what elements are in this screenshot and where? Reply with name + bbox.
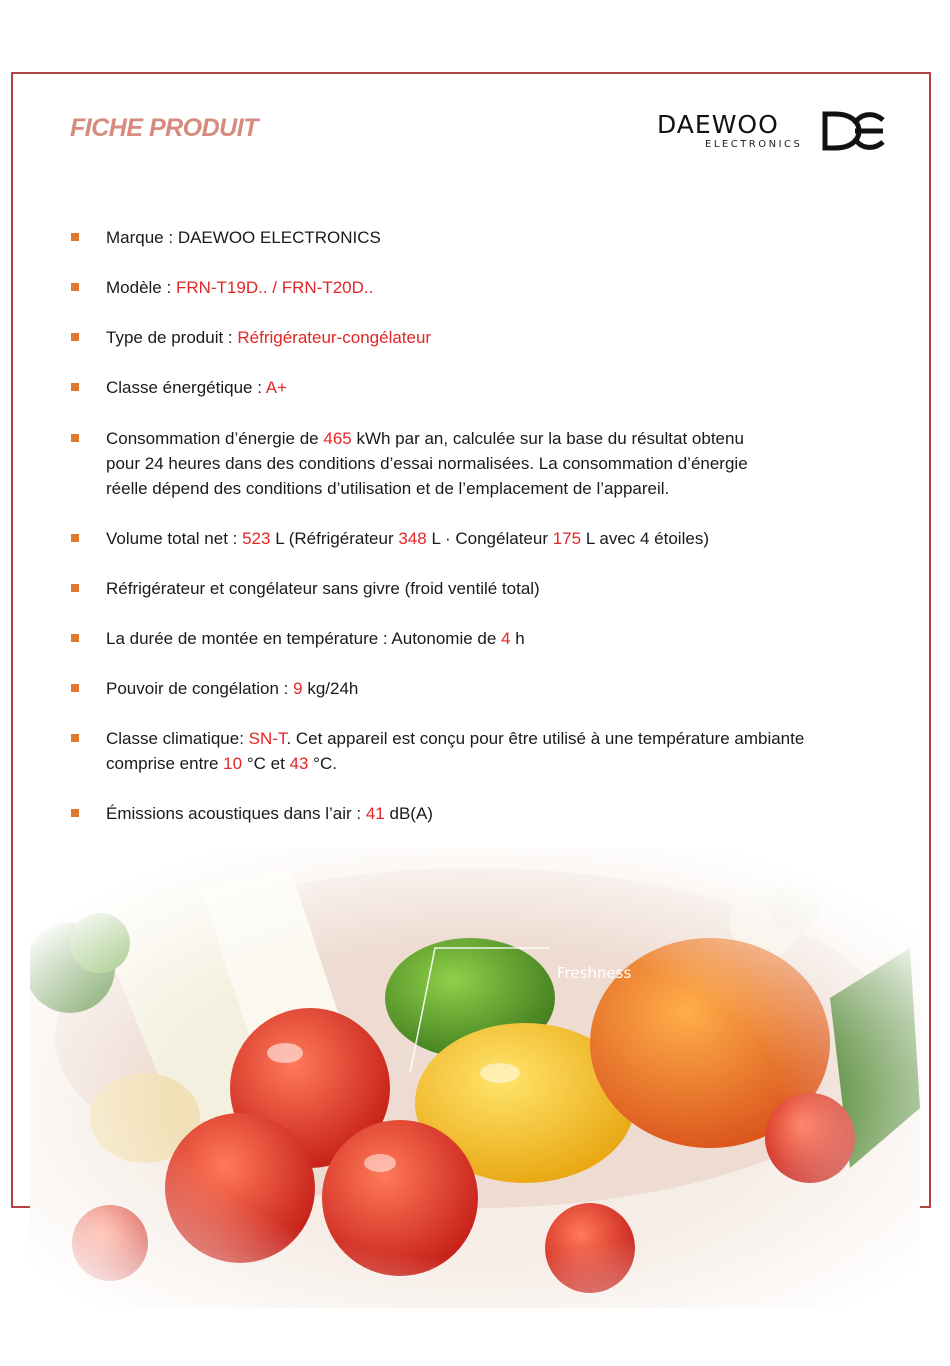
bullet-icon [71, 383, 79, 391]
logo-subtitle: ELECTRONICS [705, 139, 803, 150]
spec-classe-climatique: Classe climatique: SN-T. Cet appareil est conçu pour être utilisé à une température ambiante comprise entre 10 °C et 43 °C. [106, 726, 906, 776]
spec-congelation: Pouvoir de congélation : 9 kg/24h [106, 676, 906, 701]
bullet-icon [71, 809, 79, 817]
bullet-icon [71, 534, 79, 542]
bullet-icon [71, 734, 79, 742]
spec-classe-energetique: Classe énergétique : A+ [106, 375, 906, 400]
spec-volume: Volume total net : 523 L (Réfrigérateur 348 L · Congélateur 175 L avec 4 étoiles) [106, 526, 906, 551]
logo-brand: DAEWOO [657, 110, 779, 139]
spec-emissions-acoustiques: Émissions acoustiques dans l’air : 41 dB(A) [106, 801, 906, 826]
bullet-icon [71, 283, 79, 291]
bullet-icon [71, 434, 79, 442]
bullet-icon [71, 584, 79, 592]
spec-marque: Marque : DAEWOO ELECTRONICS [106, 225, 906, 250]
bullet-icon [71, 684, 79, 692]
bullet-icon [71, 333, 79, 341]
bullet-icon [71, 233, 79, 241]
spec-consommation: Consommation d’énergie de 465 kWh par an, calculée sur la base du résultat obtenu pour 24 heures dans des conditions d’essai normalisées. La consommation d’énergie réelle dépend des conditions d’utilisation et de l’emplacement de l’appareil. [106, 426, 906, 501]
bullet-icon [71, 634, 79, 642]
vegetables-photo [30, 848, 920, 1308]
page-title: FICHE PRODUIT [70, 114, 258, 142]
spec-modele: Modèle : FRN-T19D.. / FRN-T20D.. [106, 275, 906, 300]
spec-sans-givre: Réfrigérateur et congélateur sans givre (froid ventilé total) [106, 576, 906, 601]
spec-type: Type de produit : Réfrigérateur-congélateur [106, 325, 906, 350]
spec-autonomie: La durée de montée en température : Autonomie de 4 h [106, 626, 906, 651]
